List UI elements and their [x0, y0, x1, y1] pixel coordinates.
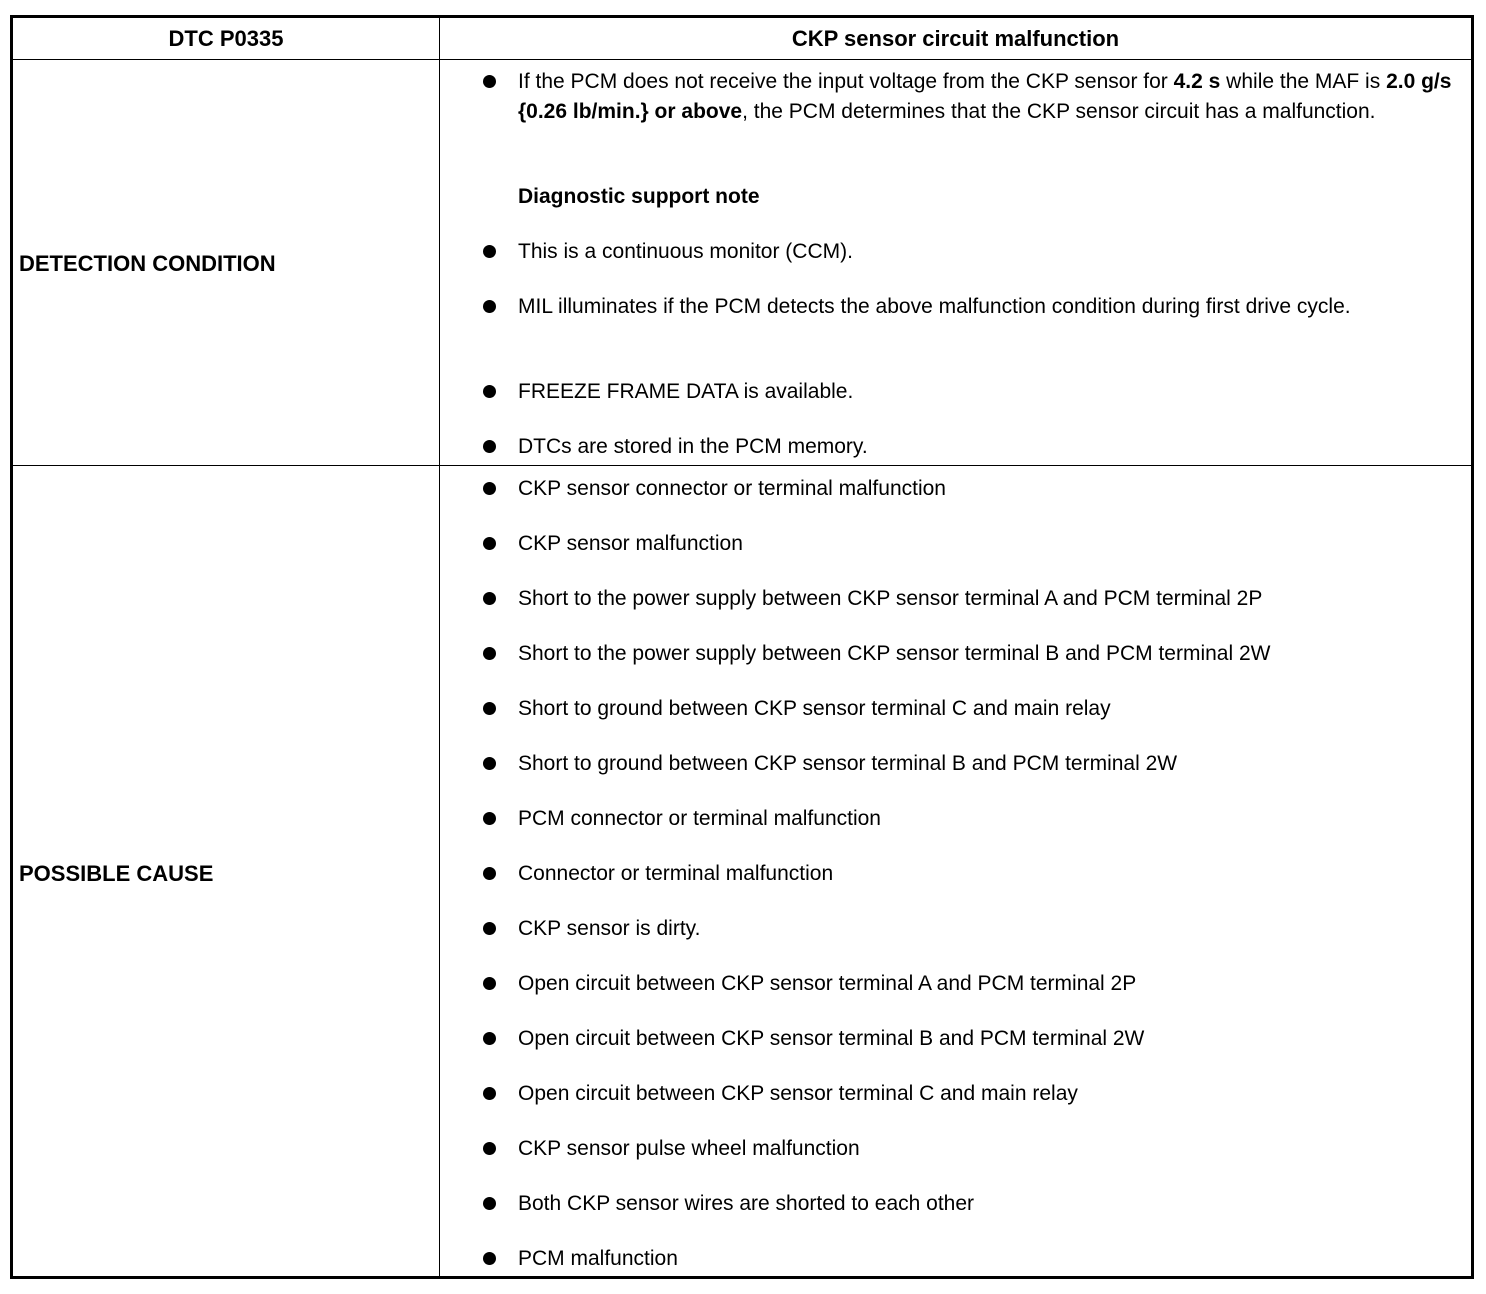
bullet-icon: [483, 702, 496, 715]
cause-item: CKP sensor pulse wheel malfunction: [518, 1134, 1458, 1164]
column-divider: [439, 18, 440, 1276]
cause-item: Short to ground between CKP sensor terminal B and PCM terminal 2W: [518, 749, 1458, 779]
detection-item: MIL illuminates if the PCM detects the above malfunction condition during first drive cycle.: [518, 292, 1458, 322]
dtc-table: [10, 15, 1474, 1279]
bullet-icon: [483, 440, 496, 453]
cause-item: Short to ground between CKP sensor terminal C and main relay: [518, 694, 1458, 724]
detection-item: DTCs are stored in the PCM memory.: [518, 432, 1458, 462]
detection-condition-label: DETECTION CONDITION: [19, 251, 276, 276]
bullet-icon: [483, 75, 496, 88]
bullet-icon: [483, 922, 496, 935]
dtc-title-header: CKP sensor circuit malfunction: [791, 25, 1120, 51]
detection-item: If the PCM does not receive the input voltage from the CKP sensor for 4.2 s while the MAF is 2.0 g/s {0.26 lb/min.} or above, the PCM determines that the CKP sensor circuit has a malfunction.: [518, 67, 1458, 127]
possible-cause-label: POSSIBLE CAUSE: [19, 861, 214, 886]
bullet-icon: [483, 867, 496, 880]
cause-item: Short to the power supply between CKP sensor terminal A and PCM terminal 2P: [518, 584, 1458, 614]
cause-item: CKP sensor connector or terminal malfunction: [518, 474, 1458, 504]
cause-item: Connector or terminal malfunction: [518, 859, 1458, 889]
bullet-icon: [483, 385, 496, 398]
bullet-icon: [483, 647, 496, 660]
cause-item: Open circuit between CKP sensor terminal A and PCM terminal 2P: [518, 969, 1458, 999]
bullet-icon: [483, 537, 496, 550]
bullet-icon: [483, 482, 496, 495]
bullet-icon: [483, 1087, 496, 1100]
cause-item: CKP sensor malfunction: [518, 529, 1458, 559]
row-divider: [13, 465, 1471, 466]
bullet-icon: [483, 245, 496, 258]
cause-item: Open circuit between CKP sensor terminal B and PCM terminal 2W: [518, 1024, 1458, 1054]
cause-item: Open circuit between CKP sensor terminal C and main relay: [518, 1079, 1458, 1109]
header-divider: [13, 59, 1471, 60]
bullet-icon: [483, 1252, 496, 1265]
bullet-icon: [483, 592, 496, 605]
cause-item: PCM malfunction: [518, 1244, 1458, 1274]
bullet-icon: [483, 977, 496, 990]
bullet-icon: [483, 1197, 496, 1210]
cause-item: Both CKP sensor wires are shorted to each other: [518, 1189, 1458, 1219]
cause-item: PCM connector or terminal malfunction: [518, 804, 1458, 834]
dtc-code-header: DTC P0335: [168, 25, 284, 51]
detection-item: This is a continuous monitor (CCM).: [518, 237, 1458, 267]
detection-item: FREEZE FRAME DATA is available.: [518, 377, 1458, 407]
bullet-icon: [483, 757, 496, 770]
bullet-icon: [483, 1142, 496, 1155]
bullet-icon: [483, 300, 496, 313]
bullet-icon: [483, 1032, 496, 1045]
cause-item: Short to the power supply between CKP sensor terminal B and PCM terminal 2W: [518, 639, 1458, 669]
bullet-icon: [483, 812, 496, 825]
cause-item: CKP sensor is dirty.: [518, 914, 1458, 944]
diagnostic-note-heading: Diagnostic support note: [518, 185, 760, 208]
